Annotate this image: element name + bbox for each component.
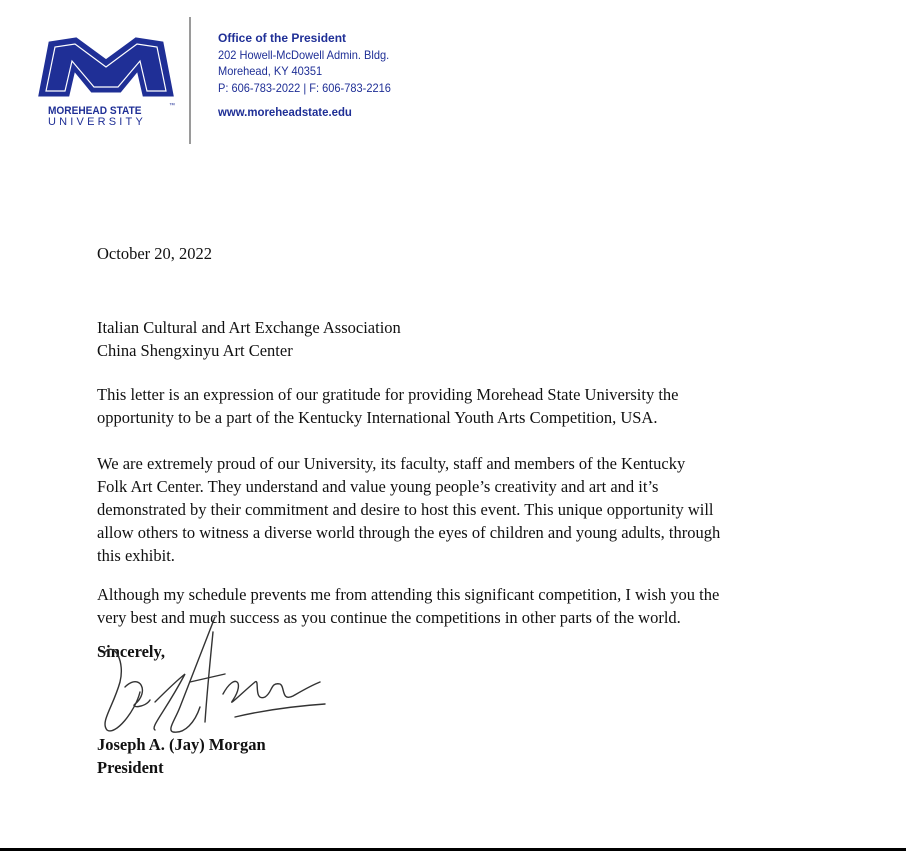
paragraph-line: opportunity to be a part of the Kentucky International Youth Arts Competition, USA. [97, 408, 658, 427]
body-paragraph-2 [97, 452, 817, 567]
office-title: Office of the President [218, 31, 347, 45]
closing-salutation: Sincerely, [97, 642, 165, 661]
recipient-line: China Shengxinyu Art Center [97, 341, 293, 360]
paragraph-line: We are extremely proud of our University, its faculty, staff and members of the Kentucky [97, 454, 686, 473]
phone-fax: P: 606-783-2022 | F: 606-783-2216 [218, 80, 391, 95]
logo-text-line1: MOREHEAD STATE [48, 105, 142, 117]
paragraph-line: this exhibit. [97, 546, 175, 565]
paragraph-line: demonstrated by their commitment and desire to host this event. This unique opportunity will [97, 500, 714, 519]
header-divider [189, 17, 191, 144]
logo-text-line2: UNIVERSITY [48, 116, 147, 128]
handwritten-signature-icon [95, 612, 335, 742]
body-paragraph-1 [97, 383, 817, 429]
letterhead-contact [218, 30, 406, 121]
university-logo [36, 33, 176, 133]
paragraph-line: Although my schedule prevents me from attending this significant competition, I wish you the [97, 585, 720, 604]
trademark-mark: ™ [169, 103, 175, 109]
paragraph-line: This letter is an expression of our gratitude for providing Morehead State University the [97, 385, 679, 404]
signer-title: President [97, 758, 164, 777]
address-line2: Morehead, KY 40351 [218, 64, 323, 78]
paragraph-line: allow others to witness a diverse world through the eyes of children and young adults, through [97, 523, 721, 542]
morehead-m-logo-icon [36, 33, 176, 105]
signer-name: Joseph A. (Jay) Morgan [97, 735, 266, 754]
recipients-block [97, 316, 401, 362]
paragraph-line: very best and much success as you continue the competitions in other parts of the world. [97, 608, 681, 627]
letter-date: October 20, 2022 [97, 244, 213, 263]
website-link[interactable]: www.moreheadstate.edu [218, 105, 352, 119]
paragraph-line: Folk Art Center. They understand and value young people’s creativity and art and it’s [97, 477, 659, 496]
recipient-line: Italian Cultural and Art Exchange Association [97, 318, 401, 337]
address-line1: 202 Howell-McDowell Admin. Bldg. [218, 47, 390, 62]
